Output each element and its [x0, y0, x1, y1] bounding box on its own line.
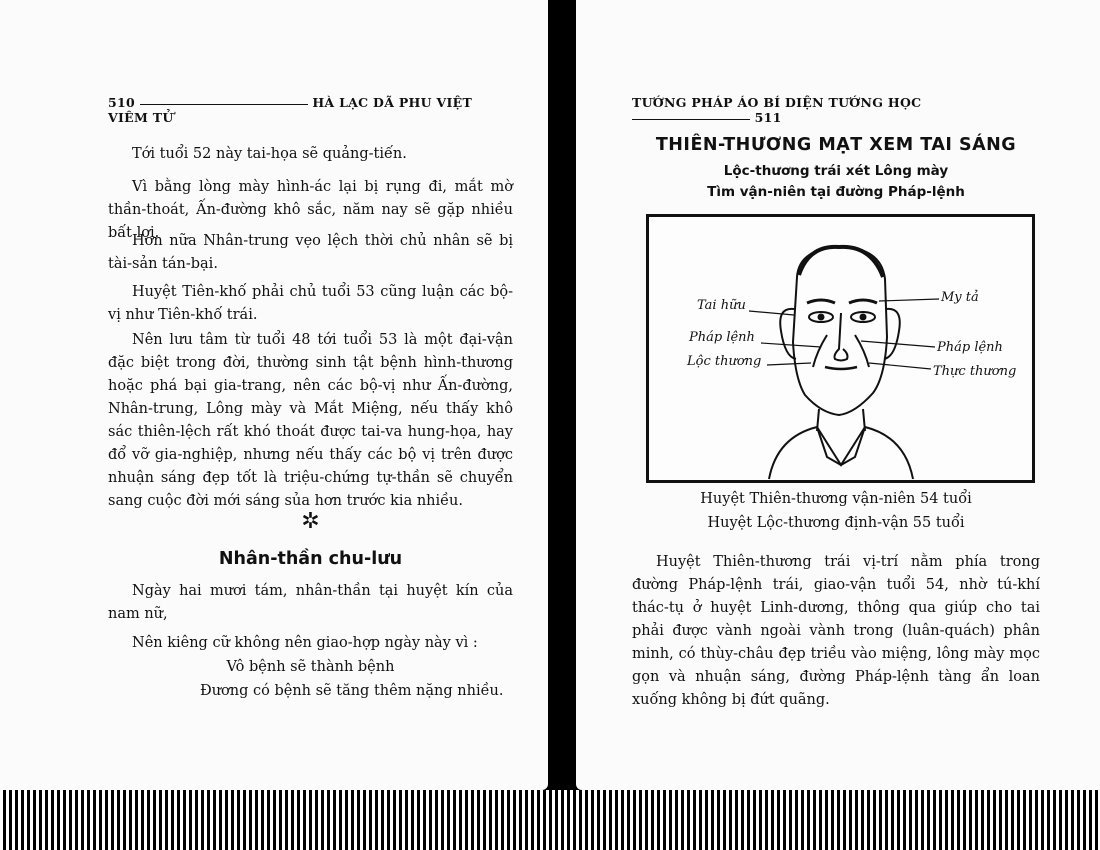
section-paragraph-1: Ngày hai mươi tám, nhân-thần tại huyệt kín của nam nữ, — [108, 583, 513, 622]
left-page — [0, 0, 548, 790]
label-thuc-thuong: Thực thương — [933, 364, 1017, 379]
label-phap-lenh-right: Pháp lệnh — [937, 340, 1003, 355]
scan-edge-stripes — [0, 790, 1100, 850]
face-diagram — [646, 214, 1035, 483]
left-paragraph-5: Nên lưu tâm từ tuổi 48 tới tuổi 53 là một đại-vận đặc biệt trong đời, thường sinh tật bệnh hình-thương hoặc phá bại gia-trang, nên các bộ-vị như Ấn-đường, Nhân-trung, Lông mày và Mắt Miệng, nếu thấy khô sác thiên-lệch rất khó thoát được tai-va hung-họa, hay đổ vỡ gia-nghiệp, nhưng nếu thấy các bộ vị trên được nhuận sáng đẹp tốt là triệu-chứng tự-thần sẽ chuyển sang cuộc đời mới sáng sủa hơn trước kia nhiều. — [108, 332, 513, 509]
section-line-1: Vô bệnh sẽ thành bệnh — [226, 659, 395, 675]
right-running-title: TƯỚNG PHÁP ÁO BÍ DIỆN TƯỚNG HỌC — [632, 95, 922, 110]
right-paragraph: Huyệt Thiên-thương trái vị-trí nằm phía trong đường Pháp-lệnh trái, giao-vận tuổi 54, nhờ tú-khí thác-tụ ở huyệt Linh-dương, thông qua giúp cho tai phải được vành ngoài vành trong (luân-quách) phân minh, có thùy-châu đẹp triều vào miệng, lông mày mọc gọn và nhuận sáng, đường Pháp-lệnh tàng ẩn loan xuống không bị đứt quãng. — [632, 554, 1040, 708]
subtitle-2: Tìm vận-niên tại đường Pháp-lệnh — [707, 184, 965, 200]
figure-caption-2: Huyệt Lộc-thương định-vận 55 tuổi — [707, 515, 965, 531]
label-my-ta: My tả — [941, 290, 979, 305]
left-page-number: 510 — [108, 95, 135, 110]
page-title: THIÊN-THƯƠNG MẠT XEM TAI SÁNG — [655, 135, 1017, 155]
left-paragraph-1: Tới tuổi 52 này tai-họa sẽ quảng-tiến. — [132, 146, 407, 162]
label-tai-huu: Tai hữu — [697, 298, 746, 313]
face-illustration — [649, 217, 1032, 480]
right-page — [576, 0, 1100, 790]
figure-caption-1: Huyệt Thiên-thương vận-niên 54 tuổi — [700, 491, 972, 507]
section-paragraph-2: Nên kiêng cữ không nên giao-hợp ngày này vì : — [132, 635, 478, 651]
section-line-2: Đương có bệnh sẽ tăng thêm nặng nhiều. — [200, 683, 504, 699]
left-running-title: HÀ LẠC DÃ PHU VIỆT VIÊM TỬ — [108, 95, 473, 125]
left-paragraph-2: Vì bằng lòng mày hình-ác lại bị rụng đi, mắt mờ thần-thoát, Ấn-đường khô sắc, năm nay sẽ gặp nhiều bất lợi. — [108, 179, 513, 241]
right-running-header — [632, 95, 1042, 125]
right-page-number: 511 — [754, 110, 782, 125]
book-gutter — [548, 0, 576, 850]
left-paragraph-3: Hơn nữa Nhân-trung vẹo lệch thời chủ nhân sẽ bị tài-sản tán-bại. — [108, 233, 513, 272]
left-running-header — [108, 95, 508, 125]
header-rule — [632, 118, 750, 120]
header-rule — [140, 103, 308, 105]
label-loc-thuong: Lộc thương — [687, 354, 762, 369]
ornament-icon: ✲ — [301, 509, 320, 534]
subtitle-1: Lộc-thương trái xét Lông mày — [723, 163, 949, 179]
label-phap-lenh-left: Pháp lệnh — [689, 330, 755, 345]
section-title: Nhân-thần chu-lưu — [218, 549, 403, 569]
left-paragraph-4: Huyệt Tiên-khố phải chủ tuổi 53 cũng luận các bộ-vị như Tiên-khố trái. — [108, 284, 513, 323]
